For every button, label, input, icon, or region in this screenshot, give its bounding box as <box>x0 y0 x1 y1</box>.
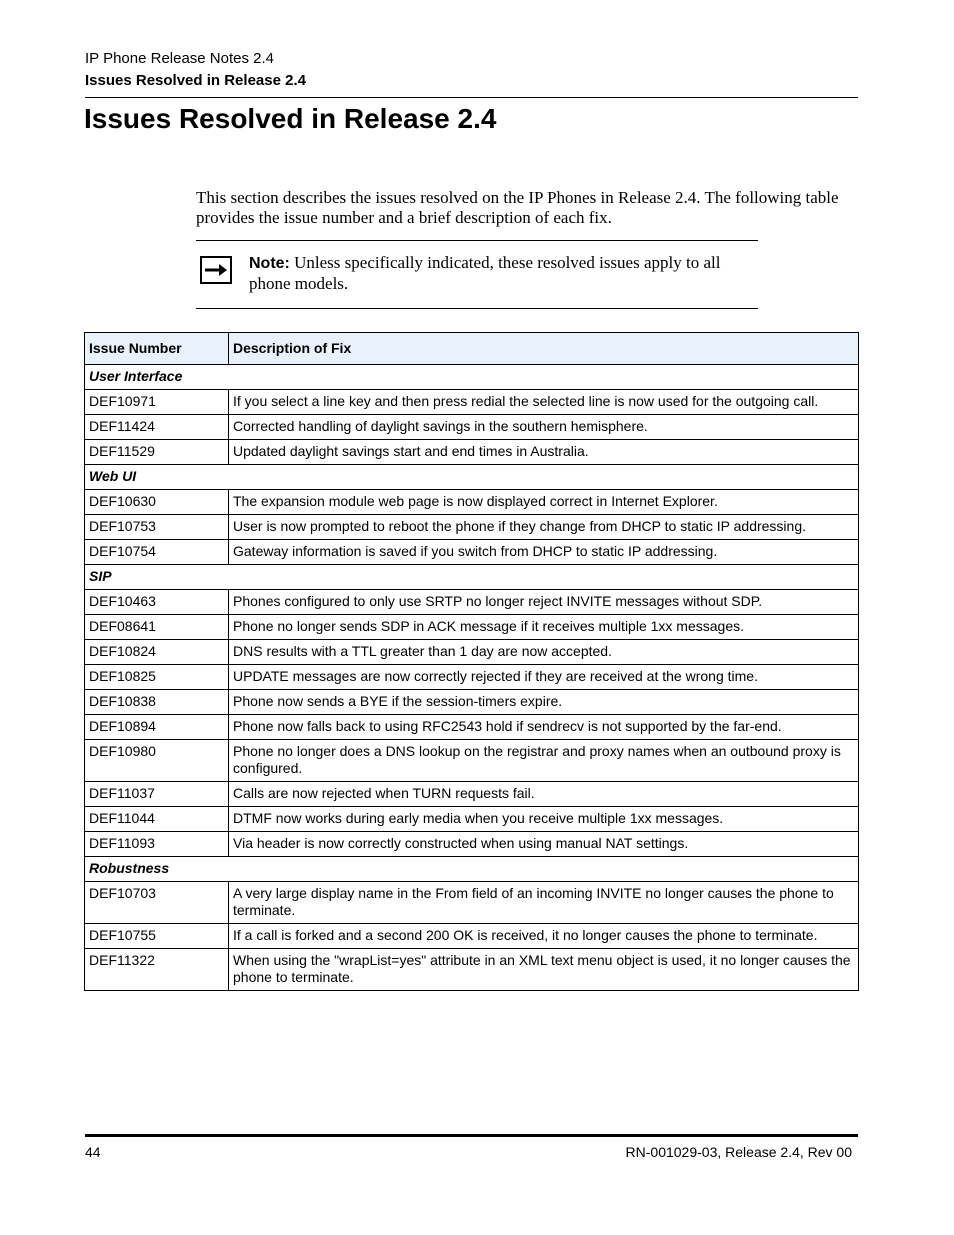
issue-number-cell: DEF10894 <box>85 715 229 740</box>
table-category-row <box>85 565 859 590</box>
issue-number-cell: DEF10838 <box>85 690 229 715</box>
arrow-right-icon <box>200 256 232 284</box>
fix-description-cell: Via header is now correctly constructed when using manual NAT settings. <box>229 832 859 857</box>
fix-description-cell: If a call is forked and a second 200 OK is received, it no longer causes the phone to terminate. <box>229 924 859 949</box>
table-row <box>85 882 859 924</box>
fix-description-cell: User is now prompted to reboot the phone if they change from DHCP to static IP addressing. <box>229 515 859 540</box>
table-category-row <box>85 857 859 882</box>
issue-number-cell: DEF10755 <box>85 924 229 949</box>
category-label: Robustness <box>85 857 859 882</box>
issue-number-cell: DEF11424 <box>85 415 229 440</box>
issue-number-cell: DEF10703 <box>85 882 229 924</box>
resolved-issues-table <box>84 332 859 991</box>
table-row <box>85 415 859 440</box>
fix-description-cell: Phone no longer sends SDP in ACK message if it receives multiple 1xx messages. <box>229 615 859 640</box>
table-row <box>85 490 859 515</box>
issue-number-cell: DEF10980 <box>85 740 229 782</box>
fix-description-cell: DNS results with a TTL greater than 1 day are now accepted. <box>229 640 859 665</box>
header-divider <box>85 97 858 98</box>
table-row <box>85 540 859 565</box>
category-label: User Interface <box>85 365 859 390</box>
issue-number-cell: DEF10971 <box>85 390 229 415</box>
fix-description-cell: Updated daylight savings start and end times in Australia. <box>229 440 859 465</box>
footer-divider <box>85 1134 858 1137</box>
table-row <box>85 690 859 715</box>
table-header-row <box>85 333 859 365</box>
table-row <box>85 640 859 665</box>
issue-number-cell: DEF10463 <box>85 590 229 615</box>
category-label: SIP <box>85 565 859 590</box>
issue-number-cell: DEF10825 <box>85 665 229 690</box>
category-label: Web UI <box>85 465 859 490</box>
fix-description-cell: When using the "wrapList=yes" attribute in an XML text menu object is used, it no longer causes the phone to terminate. <box>229 949 859 991</box>
note-text <box>249 253 749 294</box>
fix-description-cell: Phone now sends a BYE if the session-timers expire. <box>229 690 859 715</box>
table-row <box>85 390 859 415</box>
page-title: Issues Resolved in Release 2.4 <box>84 103 497 134</box>
running-header-title: IP Phone Release Notes 2.4 <box>85 50 275 67</box>
document-id: RN-001029-03, Release 2.4, Rev 00 <box>625 1144 852 1160</box>
table-row <box>85 949 859 991</box>
fix-description-cell: DTMF now works during early media when you receive multiple 1xx messages. <box>229 807 859 832</box>
table-row <box>85 615 859 640</box>
note-top-rule <box>196 240 758 241</box>
table-row <box>85 832 859 857</box>
fix-description-cell: Phone now falls back to using RFC2543 hold if sendrecv is not supported by the far-end. <box>229 715 859 740</box>
table-row <box>85 782 859 807</box>
issue-number-cell: DEF11322 <box>85 949 229 991</box>
table-row <box>85 440 859 465</box>
table-row <box>85 924 859 949</box>
column-header-description: Description of Fix <box>229 333 859 365</box>
table-row <box>85 715 859 740</box>
fix-description-cell: A very large display name in the From field of an incoming INVITE no longer causes the phone to terminate. <box>229 882 859 924</box>
table-category-row <box>85 365 859 390</box>
issue-number-cell: DEF11044 <box>85 807 229 832</box>
fix-description-cell: Calls are now rejected when TURN requests fail. <box>229 782 859 807</box>
fix-description-cell: The expansion module web page is now displayed correct in Internet Explorer. <box>229 490 859 515</box>
note-body: Unless specifically indicated, these resolved issues apply to all phone models. <box>249 253 721 293</box>
intro-paragraph: This section describes the issues resolved on the IP Phones in Release 2.4. The following table provides the issue number and a brief description of each fix. <box>196 188 839 227</box>
issue-number-cell: DEF10630 <box>85 490 229 515</box>
column-header-issue-number: Issue Number <box>85 333 229 365</box>
fix-description-cell: Phones configured to only use SRTP no longer reject INVITE messages without SDP. <box>229 590 859 615</box>
fix-description-cell: If you select a line key and then press redial the selected line is now used for the outgoing call. <box>229 390 859 415</box>
table-row <box>85 665 859 690</box>
fix-description-cell: UPDATE messages are now correctly rejected if they are received at the wrong time. <box>229 665 859 690</box>
fix-description-cell: Corrected handling of daylight savings in the southern hemisphere. <box>229 415 859 440</box>
issue-number-cell: DEF10824 <box>85 640 229 665</box>
fix-description-cell: Phone no longer does a DNS lookup on the registrar and proxy names when an outbound proxy is configured. <box>229 740 859 782</box>
table-row <box>85 740 859 782</box>
table-row <box>85 807 859 832</box>
fix-description-cell: Gateway information is saved if you switch from DHCP to static IP addressing. <box>229 540 859 565</box>
page-number: 44 <box>85 1144 101 1160</box>
table-category-row <box>85 465 859 490</box>
issue-number-cell: DEF10753 <box>85 515 229 540</box>
issue-number-cell: DEF11529 <box>85 440 229 465</box>
issue-number-cell: DEF11093 <box>85 832 229 857</box>
table-row <box>85 515 859 540</box>
issue-number-cell: DEF08641 <box>85 615 229 640</box>
note-bottom-rule <box>196 308 758 309</box>
issue-number-cell: DEF11037 <box>85 782 229 807</box>
issue-number-cell: DEF10754 <box>85 540 229 565</box>
note-label: Note: <box>249 255 290 272</box>
table-row <box>85 590 859 615</box>
running-header-section: Issues Resolved in Release 2.4 <box>85 72 306 89</box>
